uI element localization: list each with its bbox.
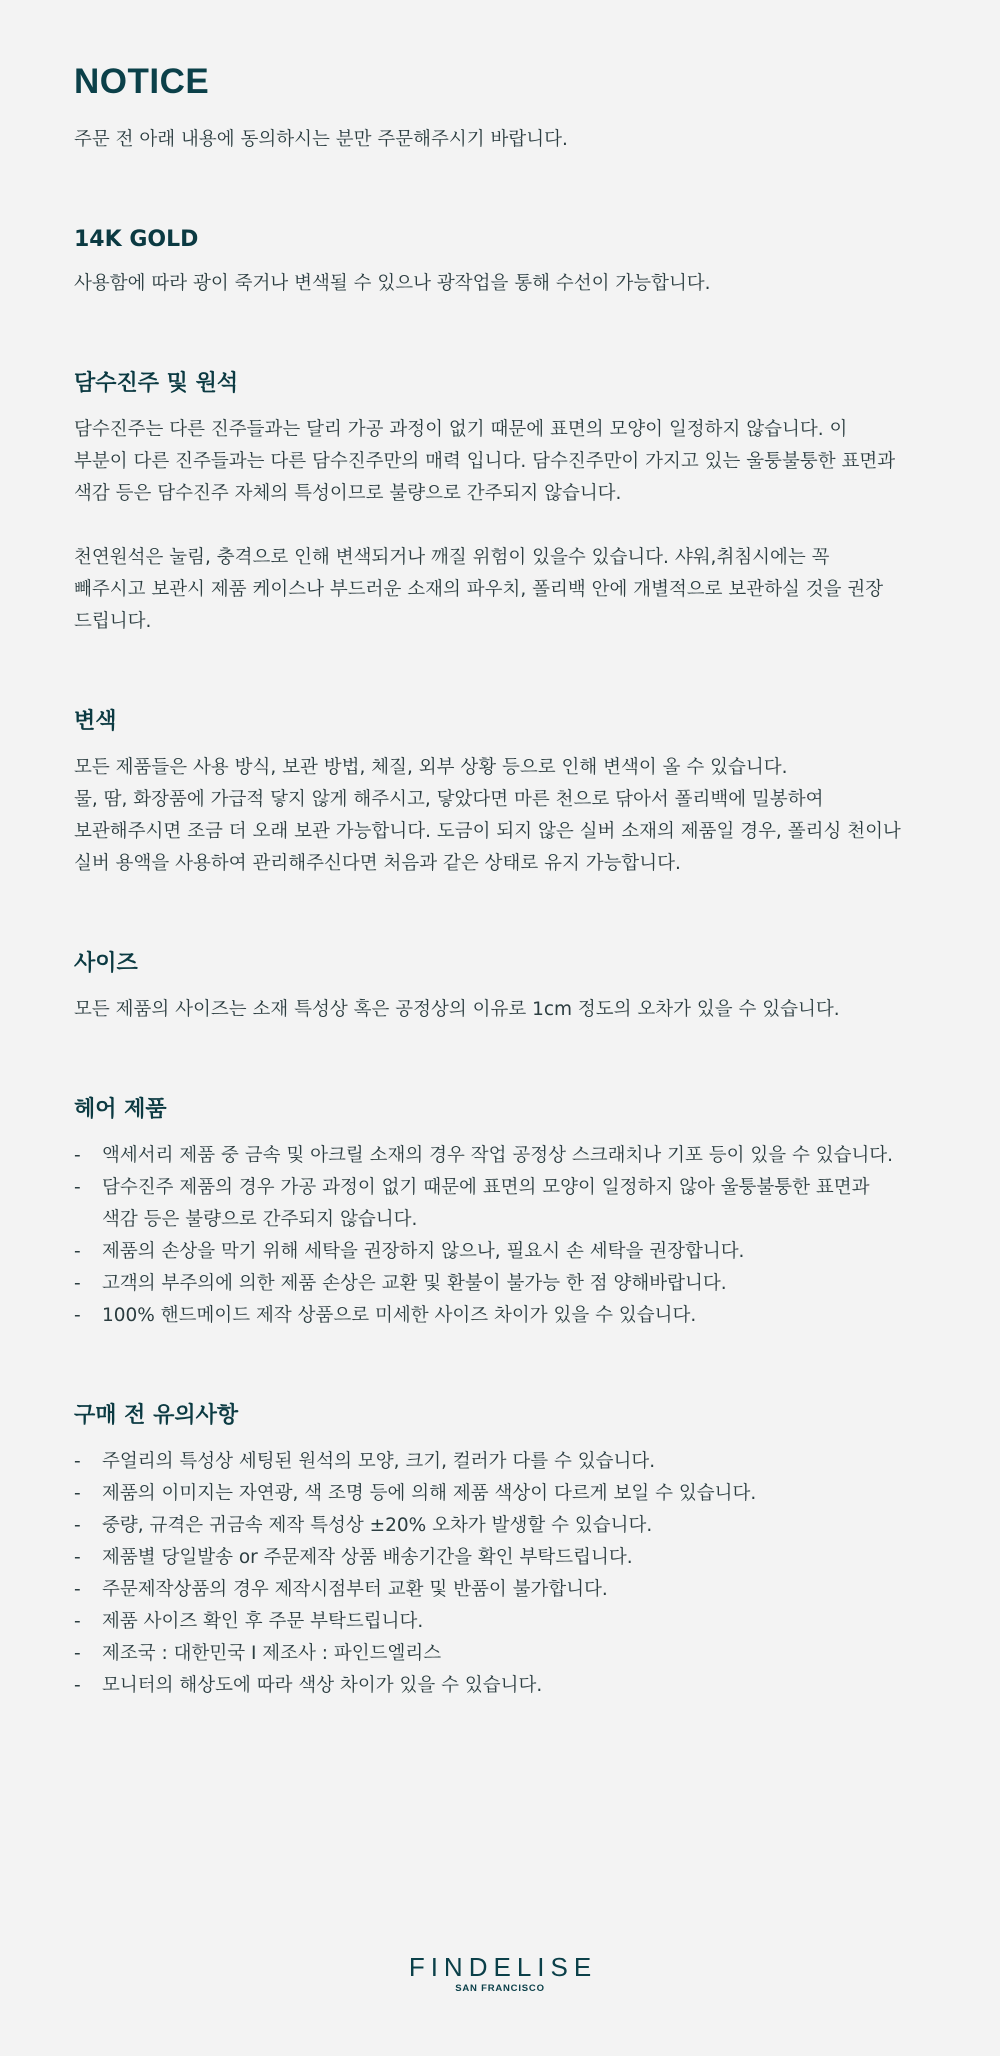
- size-text: 모든 제품의 사이즈는 소재 특성상 혹은 공정상의 이유로 1cm 정도의 오차가 있을 수 있습니다.: [74, 999, 840, 1020]
- dash-marker: -: [74, 1241, 81, 1262]
- list-item-text: 액세서리 제품 중 금속 및 아크릴 소재의 경우 작업 공정상 스크래치나 기포 등이 있을 수 있습니다.: [102, 1145, 894, 1166]
- text-line: 빼주시고 보관시 제품 케이스나 부드러운 소재의 파우치, 폴리백 안에 개별적으로 보관하실 것을 권장: [74, 579, 884, 600]
- text-line: 모든 제품들은 사용 방식, 보관 방법, 체질, 외부 상황 등으로 인해 변색이 올 수 있습니다.: [74, 757, 788, 778]
- notice-page: [74, 60, 934, 1702]
- section-size: [74, 948, 934, 1026]
- dash-marker: -: [74, 1579, 81, 1600]
- list-item-text-continued: 색감 등은 불량으로 간주되지 않습니다.: [102, 1209, 418, 1230]
- list-item-text: 제품별 당일발송 or 주문제작 상품 배송기간을 확인 부탁드립니다.: [102, 1547, 633, 1568]
- text-line: 물, 땀, 화장품에 가급적 닿지 않게 해주시고, 닿았다면 마른 천으로 닦아서 폴리백에 밀봉하여: [74, 789, 824, 810]
- text-line: 부분이 다른 진주들과는 다른 담수진주만의 매력 입니다. 담수진주만이 가지고 있는 울퉁불퉁한 표면과: [74, 451, 896, 472]
- list-item-text: 중량, 규격은 귀금속 제작 특성상 ±20% 오차가 발생할 수 있습니다.: [102, 1515, 653, 1536]
- pearl-paragraph-1: [74, 414, 934, 510]
- text-line: 보관해주시면 조금 더 오래 보관 가능합니다. 도금이 되지 않은 실버 소재의 제품일 경우, 폴리싱 천이나: [74, 821, 901, 842]
- section-title-purchase: 구매 전 유의사항: [74, 1403, 239, 1428]
- section-pearl: [74, 368, 934, 638]
- dash-marker: -: [74, 1145, 81, 1166]
- list-item: [74, 1606, 934, 1638]
- list-item: [74, 1638, 934, 1670]
- section-title-pearl: 담수진주 및 원석: [74, 371, 239, 396]
- dash-marker: -: [74, 1451, 81, 1472]
- section-title-size: 사이즈: [74, 951, 138, 976]
- dash-marker: -: [74, 1273, 81, 1294]
- dash-marker: -: [74, 1305, 81, 1326]
- logo-wordmark: FINDELISE: [408, 1952, 598, 1982]
- dash-marker: -: [74, 1515, 81, 1536]
- list-item-text: 주문제작상품의 경우 제작시점부터 교환 및 반품이 불가합니다.: [102, 1579, 608, 1600]
- intro-text: 주문 전 아래 내용에 동의하시는 분만 주문해주시기 바랍니다.: [74, 129, 568, 150]
- pearl-paragraph-2: [74, 542, 934, 638]
- text-line: 드립니다.: [74, 611, 152, 632]
- dash-marker: -: [74, 1643, 81, 1664]
- dash-marker: -: [74, 1675, 81, 1696]
- hair-list: [74, 1140, 934, 1332]
- text-line: 실버 용액을 사용하여 관리해주신다면 처음과 같은 상태로 유지 가능합니다.: [74, 853, 681, 874]
- text-line: 색감 등은 담수진주 자체의 특성이므로 불량으로 간주되지 않습니다.: [74, 483, 622, 504]
- text-line: 천연원석은 눌림, 충격으로 인해 변색되거나 깨질 위험이 있을수 있습니다. 샤워,취침시에는 꼭: [74, 547, 830, 568]
- dash-marker: -: [74, 1483, 81, 1504]
- brand-logo: [0, 1952, 1000, 1996]
- section-title-discolor: 변색: [74, 709, 117, 734]
- dash-marker: -: [74, 1177, 81, 1198]
- list-item-text: 제품 사이즈 확인 후 주문 부탁드립니다.: [102, 1611, 424, 1632]
- list-item-text: 제조국 : 대한민국 I 제조사 : 파인드엘리스: [102, 1643, 442, 1664]
- section-title-14k-gold: 14K GOLD: [74, 227, 199, 252]
- list-item-text: 고객의 부주의에 의한 제품 손상은 교환 및 환불이 불가능 한 점 양해바랍니다.: [102, 1273, 727, 1294]
- list-item-text: 모니터의 해상도에 따라 색상 차이가 있을 수 있습니다.: [102, 1675, 543, 1696]
- list-item-text: 제품의 이미지는 자연광, 색 조명 등에 의해 제품 색상이 다르게 보일 수 있습니다.: [102, 1483, 757, 1504]
- list-item-text: 100% 핸드메이드 제작 상품으로 미세한 사이즈 차이가 있을 수 있습니다.: [102, 1305, 697, 1326]
- dash-marker: -: [74, 1547, 81, 1568]
- purchase-list: [74, 1446, 934, 1702]
- logo-location: SAN FRANCISCO: [455, 1983, 545, 1994]
- section-hair: [74, 1094, 934, 1332]
- list-item-text: 담수진주 제품의 경우 가공 과정이 없기 때문에 표면의 모양이 일정하지 않아 울퉁불퉁한 표면과: [102, 1177, 870, 1198]
- text-line: 담수진주는 다른 진주들과는 달리 가공 과정이 없기 때문에 표면의 모양이 일정하지 않습니다. 이: [74, 419, 848, 440]
- list-item-text: 제품의 손상을 막기 위해 세탁을 권장하지 않으나, 필요시 손 세탁을 권장합니다.: [102, 1241, 745, 1262]
- page-title: NOTICE: [74, 62, 210, 101]
- section-14k-gold: [74, 224, 934, 300]
- list-item: [74, 1300, 934, 1332]
- section-title-hair: 헤어 제품: [74, 1097, 167, 1122]
- dash-marker: -: [74, 1611, 81, 1632]
- section-purchase: [74, 1400, 934, 1702]
- list-item: [74, 1478, 934, 1510]
- gold-text: 사용함에 따라 광이 죽거나 변색될 수 있으나 광작업을 통해 수선이 가능합니다.: [74, 273, 711, 294]
- list-item: [74, 1446, 934, 1478]
- list-item: [74, 1542, 934, 1574]
- list-item: [74, 1574, 934, 1606]
- list-item: [74, 1670, 934, 1702]
- section-discolor: [74, 706, 934, 880]
- list-item: [74, 1140, 934, 1172]
- discolor-paragraph: [74, 752, 934, 880]
- list-item: [74, 1510, 934, 1542]
- list-item-text: 주얼리의 특성상 세팅된 원석의 모양, 크기, 컬러가 다를 수 있습니다.: [102, 1451, 656, 1472]
- list-item: [74, 1236, 934, 1268]
- list-item: [74, 1172, 934, 1236]
- list-item: [74, 1268, 934, 1300]
